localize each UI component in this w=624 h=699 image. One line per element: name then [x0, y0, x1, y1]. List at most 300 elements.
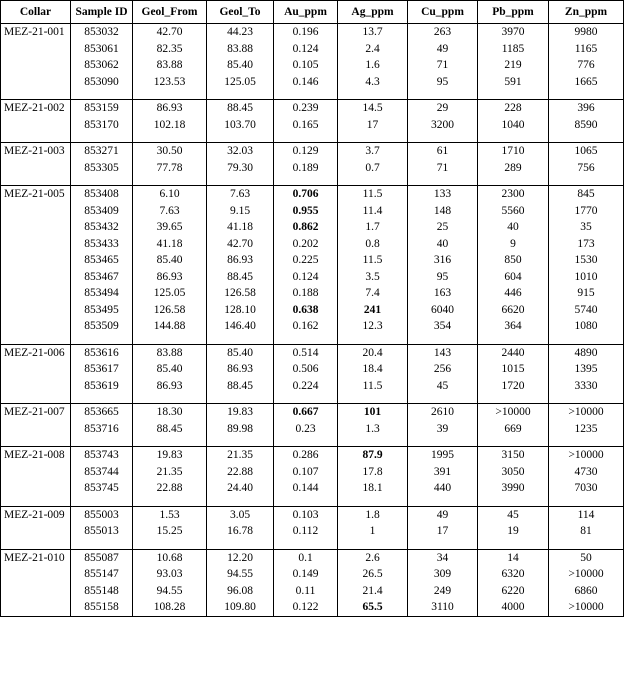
au-ppm-cell: 0.862 [274, 219, 338, 236]
spacer-cell [1, 90, 71, 100]
spacer-cell [408, 335, 478, 345]
collar-cell: MEZ-21-006 [1, 344, 71, 361]
sample-id-cell: 853271 [71, 143, 133, 160]
ag-ppm-cell: 11.5 [338, 252, 408, 269]
geol-to-cell: 21.35 [207, 447, 274, 464]
collar-cell [1, 583, 71, 600]
table-row [1, 160, 624, 177]
ag-ppm-cell: 20.4 [338, 344, 408, 361]
geol-to-cell: 44.23 [207, 24, 274, 41]
spacer-cell [71, 133, 133, 143]
sample-id-cell: 853616 [71, 344, 133, 361]
zn-ppm-cell: 6860 [549, 583, 624, 600]
spacer-cell [1, 394, 71, 404]
pb-ppm-cell: 1040 [478, 117, 549, 134]
header-sample-id: Sample ID [71, 1, 133, 24]
geol-from-cell: 94.55 [133, 583, 207, 600]
cu-ppm-cell: 29 [408, 100, 478, 117]
cu-ppm-cell: 3200 [408, 117, 478, 134]
geol-from-cell: 21.35 [133, 464, 207, 481]
collar-cell: MEZ-21-001 [1, 24, 71, 41]
geol-from-cell: 93.03 [133, 566, 207, 583]
pb-ppm-cell: 219 [478, 57, 549, 74]
geol-from-cell: 18.30 [133, 404, 207, 421]
au-ppm-cell: 0.122 [274, 599, 338, 616]
spacer-cell [274, 497, 338, 507]
pb-ppm-cell: 289 [478, 160, 549, 177]
cu-ppm-cell: 143 [408, 344, 478, 361]
spacer-cell [71, 540, 133, 550]
geol-to-cell: 12.20 [207, 549, 274, 566]
pb-ppm-cell: 591 [478, 74, 549, 91]
geol-from-cell: 41.18 [133, 236, 207, 253]
spacer-cell [274, 540, 338, 550]
pb-ppm-cell: 604 [478, 269, 549, 286]
geol-to-cell: 79.30 [207, 160, 274, 177]
collar-cell [1, 57, 71, 74]
geol-to-cell: 83.88 [207, 41, 274, 58]
cu-ppm-cell: 440 [408, 480, 478, 497]
ag-ppm-cell: 101 [338, 404, 408, 421]
pb-ppm-cell: 669 [478, 421, 549, 438]
cu-ppm-cell: 148 [408, 203, 478, 220]
au-ppm-cell: 0.638 [274, 302, 338, 319]
sample-id-cell: 853743 [71, 447, 133, 464]
spacer-cell [274, 335, 338, 345]
table-row [1, 421, 624, 438]
spacer-cell [274, 90, 338, 100]
collar-cell [1, 160, 71, 177]
collar-cell [1, 464, 71, 481]
spacer-cell [338, 335, 408, 345]
collar-cell: MEZ-21-008 [1, 447, 71, 464]
sample-id-cell: 853159 [71, 100, 133, 117]
pb-ppm-cell: 2440 [478, 344, 549, 361]
spacer-cell [274, 133, 338, 143]
cu-ppm-cell: 40 [408, 236, 478, 253]
zn-ppm-cell: 4730 [549, 464, 624, 481]
collar-cell: MEZ-21-007 [1, 404, 71, 421]
collar-cell [1, 302, 71, 319]
pb-ppm-cell: 1720 [478, 378, 549, 395]
pb-ppm-cell: 9 [478, 236, 549, 253]
geol-to-cell: 88.45 [207, 269, 274, 286]
geol-from-cell: 42.70 [133, 24, 207, 41]
au-ppm-cell: 0.1 [274, 549, 338, 566]
ag-ppm-cell: 0.7 [338, 160, 408, 177]
table-row [1, 302, 624, 319]
pb-ppm-cell: 228 [478, 100, 549, 117]
pb-ppm-cell: 850 [478, 252, 549, 269]
geol-from-cell: 123.53 [133, 74, 207, 91]
cu-ppm-cell: 49 [408, 41, 478, 58]
table-row [1, 285, 624, 302]
ag-ppm-cell: 1.6 [338, 57, 408, 74]
spacer-cell [549, 497, 624, 507]
ag-ppm-cell: 2.6 [338, 549, 408, 566]
sample-id-cell: 853716 [71, 421, 133, 438]
collar-cell: MEZ-21-010 [1, 549, 71, 566]
ag-ppm-cell: 17 [338, 117, 408, 134]
geol-to-cell: 86.93 [207, 252, 274, 269]
spacer-cell [207, 497, 274, 507]
ag-ppm-cell: 18.4 [338, 361, 408, 378]
geol-from-cell: 83.88 [133, 344, 207, 361]
table-body [1, 24, 624, 617]
spacer-cell [274, 437, 338, 447]
collar-cell [1, 117, 71, 134]
geol-to-cell: 42.70 [207, 236, 274, 253]
cu-ppm-cell: 309 [408, 566, 478, 583]
geol-from-cell: 77.78 [133, 160, 207, 177]
table-row [1, 599, 624, 616]
spacer-cell [408, 133, 478, 143]
pb-ppm-cell: 3990 [478, 480, 549, 497]
spacer-cell [408, 497, 478, 507]
geol-from-cell: 86.93 [133, 378, 207, 395]
ag-ppm-cell: 11.4 [338, 203, 408, 220]
au-ppm-cell: 0.224 [274, 378, 338, 395]
cu-ppm-cell: 133 [408, 186, 478, 203]
pb-ppm-cell: 1185 [478, 41, 549, 58]
ag-ppm-cell: 17.8 [338, 464, 408, 481]
table-row [1, 117, 624, 134]
table-row [1, 143, 624, 160]
cu-ppm-cell: 49 [408, 506, 478, 523]
geol-to-cell: 41.18 [207, 219, 274, 236]
spacer-cell [133, 133, 207, 143]
ag-ppm-cell: 12.3 [338, 318, 408, 335]
spacer-cell [1, 176, 71, 186]
ag-ppm-cell: 26.5 [338, 566, 408, 583]
spacer-cell [1, 335, 71, 345]
table-row [1, 203, 624, 220]
cu-ppm-cell: 6040 [408, 302, 478, 319]
au-ppm-cell: 0.955 [274, 203, 338, 220]
pb-ppm-cell: 19 [478, 523, 549, 540]
au-ppm-cell: 0.189 [274, 160, 338, 177]
au-ppm-cell: 0.514 [274, 344, 338, 361]
au-ppm-cell: 0.165 [274, 117, 338, 134]
collar-cell [1, 566, 71, 583]
sample-id-cell: 853744 [71, 464, 133, 481]
spacer-cell [549, 176, 624, 186]
spacer-cell [408, 437, 478, 447]
pb-ppm-cell: 40 [478, 219, 549, 236]
au-ppm-cell: 0.225 [274, 252, 338, 269]
ag-ppm-cell: 11.5 [338, 378, 408, 395]
pb-ppm-cell: >10000 [478, 404, 549, 421]
geol-from-cell: 85.40 [133, 252, 207, 269]
collar-cell [1, 285, 71, 302]
au-ppm-cell: 0.112 [274, 523, 338, 540]
spacer-cell [408, 90, 478, 100]
spacer-cell [408, 540, 478, 550]
spacer-cell [338, 90, 408, 100]
au-ppm-cell: 0.667 [274, 404, 338, 421]
cu-ppm-cell: 34 [408, 549, 478, 566]
zn-ppm-cell: 396 [549, 100, 624, 117]
spacer-cell [207, 133, 274, 143]
zn-ppm-cell: 1530 [549, 252, 624, 269]
au-ppm-cell: 0.286 [274, 447, 338, 464]
table-row [1, 378, 624, 395]
pb-ppm-cell: 6620 [478, 302, 549, 319]
sample-id-cell: 853305 [71, 160, 133, 177]
collar-cell [1, 361, 71, 378]
zn-ppm-cell: 4890 [549, 344, 624, 361]
ag-ppm-cell: 65.5 [338, 599, 408, 616]
geol-from-cell: 39.65 [133, 219, 207, 236]
sample-id-cell: 853090 [71, 74, 133, 91]
spacer-cell [71, 335, 133, 345]
spacer-cell [207, 394, 274, 404]
geol-to-cell: 9.15 [207, 203, 274, 220]
cu-ppm-cell: 249 [408, 583, 478, 600]
geol-from-cell: 15.25 [133, 523, 207, 540]
zn-ppm-cell: >10000 [549, 404, 624, 421]
zn-ppm-cell: 5740 [549, 302, 624, 319]
spacer-cell [207, 176, 274, 186]
sample-id-cell: 855148 [71, 583, 133, 600]
group-spacer-row [1, 540, 624, 550]
ag-ppm-cell: 0.8 [338, 236, 408, 253]
zn-ppm-cell: 756 [549, 160, 624, 177]
zn-ppm-cell: 50 [549, 549, 624, 566]
spacer-cell [549, 90, 624, 100]
pb-ppm-cell: 4000 [478, 599, 549, 616]
table-row [1, 566, 624, 583]
spacer-cell [478, 497, 549, 507]
geol-from-cell: 126.58 [133, 302, 207, 319]
pb-ppm-cell: 1710 [478, 143, 549, 160]
spacer-cell [274, 176, 338, 186]
spacer-cell [207, 335, 274, 345]
spacer-cell [207, 90, 274, 100]
geol-to-cell: 88.45 [207, 378, 274, 395]
collar-cell [1, 523, 71, 540]
geol-from-cell: 144.88 [133, 318, 207, 335]
group-spacer-row [1, 437, 624, 447]
header-zn-ppm: Zn_ppm [549, 1, 624, 24]
table-row [1, 100, 624, 117]
geol-to-cell: 19.83 [207, 404, 274, 421]
zn-ppm-cell: 173 [549, 236, 624, 253]
au-ppm-cell: 0.188 [274, 285, 338, 302]
ag-ppm-cell: 1.7 [338, 219, 408, 236]
geol-from-cell: 6.10 [133, 186, 207, 203]
pb-ppm-cell: 446 [478, 285, 549, 302]
table-row [1, 583, 624, 600]
ag-ppm-cell: 87.9 [338, 447, 408, 464]
collar-cell [1, 378, 71, 395]
cu-ppm-cell: 163 [408, 285, 478, 302]
zn-ppm-cell: 1665 [549, 74, 624, 91]
geol-from-cell: 83.88 [133, 57, 207, 74]
geol-to-cell: 7.63 [207, 186, 274, 203]
ag-ppm-cell: 3.5 [338, 269, 408, 286]
ag-ppm-cell: 1 [338, 523, 408, 540]
geol-from-cell: 86.93 [133, 100, 207, 117]
au-ppm-cell: 0.146 [274, 74, 338, 91]
geol-from-cell: 19.83 [133, 447, 207, 464]
pb-ppm-cell: 1015 [478, 361, 549, 378]
pb-ppm-cell: 2300 [478, 186, 549, 203]
table-row [1, 318, 624, 335]
sample-id-cell: 853617 [71, 361, 133, 378]
collar-cell [1, 599, 71, 616]
geol-to-cell: 85.40 [207, 344, 274, 361]
spacer-cell [71, 497, 133, 507]
header-ag-ppm: Ag_ppm [338, 1, 408, 24]
spacer-cell [274, 394, 338, 404]
header-geol-to: Geol_To [207, 1, 274, 24]
zn-ppm-cell: 1770 [549, 203, 624, 220]
cu-ppm-cell: 17 [408, 523, 478, 540]
au-ppm-cell: 0.105 [274, 57, 338, 74]
sample-id-cell: 853170 [71, 117, 133, 134]
ag-ppm-cell: 4.3 [338, 74, 408, 91]
spacer-cell [338, 540, 408, 550]
spacer-cell [133, 437, 207, 447]
geol-from-cell: 7.63 [133, 203, 207, 220]
au-ppm-cell: 0.149 [274, 566, 338, 583]
cu-ppm-cell: 1995 [408, 447, 478, 464]
geol-from-cell: 102.18 [133, 117, 207, 134]
zn-ppm-cell: >10000 [549, 566, 624, 583]
cu-ppm-cell: 71 [408, 160, 478, 177]
cu-ppm-cell: 45 [408, 378, 478, 395]
au-ppm-cell: 0.196 [274, 24, 338, 41]
geol-from-cell: 30.50 [133, 143, 207, 160]
header-pb-ppm: Pb_ppm [478, 1, 549, 24]
sample-id-cell: 853061 [71, 41, 133, 58]
sample-id-cell: 853465 [71, 252, 133, 269]
geol-to-cell: 94.55 [207, 566, 274, 583]
au-ppm-cell: 0.11 [274, 583, 338, 600]
group-spacer-row [1, 176, 624, 186]
spacer-cell [207, 437, 274, 447]
ag-ppm-cell: 13.7 [338, 24, 408, 41]
zn-ppm-cell: 35 [549, 219, 624, 236]
ag-ppm-cell: 11.5 [338, 186, 408, 203]
collar-cell [1, 269, 71, 286]
spacer-cell [133, 540, 207, 550]
geol-to-cell: 3.05 [207, 506, 274, 523]
table-row [1, 186, 624, 203]
sample-id-cell: 855013 [71, 523, 133, 540]
zn-ppm-cell: >10000 [549, 447, 624, 464]
spacer-cell [133, 176, 207, 186]
geol-from-cell: 88.45 [133, 421, 207, 438]
table-row [1, 404, 624, 421]
table-row [1, 523, 624, 540]
cu-ppm-cell: 61 [408, 143, 478, 160]
ag-ppm-cell: 14.5 [338, 100, 408, 117]
spacer-cell [71, 394, 133, 404]
header-row [1, 1, 624, 24]
geol-to-cell: 126.58 [207, 285, 274, 302]
group-spacer-row [1, 90, 624, 100]
au-ppm-cell: 0.129 [274, 143, 338, 160]
geol-from-cell: 82.35 [133, 41, 207, 58]
sample-id-cell: 853745 [71, 480, 133, 497]
spacer-cell [1, 133, 71, 143]
sample-id-cell: 853433 [71, 236, 133, 253]
cu-ppm-cell: 354 [408, 318, 478, 335]
collar-cell [1, 236, 71, 253]
collar-cell [1, 480, 71, 497]
pb-ppm-cell: 3970 [478, 24, 549, 41]
au-ppm-cell: 0.202 [274, 236, 338, 253]
spacer-cell [478, 437, 549, 447]
geol-to-cell: 22.88 [207, 464, 274, 481]
ag-ppm-cell: 2.4 [338, 41, 408, 58]
table-row [1, 24, 624, 41]
cu-ppm-cell: 71 [408, 57, 478, 74]
sample-id-cell: 855158 [71, 599, 133, 616]
au-ppm-cell: 0.124 [274, 269, 338, 286]
geol-to-cell: 128.10 [207, 302, 274, 319]
cu-ppm-cell: 95 [408, 74, 478, 91]
cu-ppm-cell: 391 [408, 464, 478, 481]
spacer-cell [338, 394, 408, 404]
spacer-cell [549, 335, 624, 345]
zn-ppm-cell: 1080 [549, 318, 624, 335]
ag-ppm-cell: 1.8 [338, 506, 408, 523]
ag-ppm-cell: 7.4 [338, 285, 408, 302]
zn-ppm-cell: 8590 [549, 117, 624, 134]
geol-to-cell: 16.78 [207, 523, 274, 540]
spacer-cell [549, 394, 624, 404]
collar-cell [1, 41, 71, 58]
spacer-cell [133, 90, 207, 100]
au-ppm-cell: 0.706 [274, 186, 338, 203]
zn-ppm-cell: 915 [549, 285, 624, 302]
zn-ppm-cell: 114 [549, 506, 624, 523]
zn-ppm-cell: 776 [549, 57, 624, 74]
sample-id-cell: 853619 [71, 378, 133, 395]
sample-id-cell: 853509 [71, 318, 133, 335]
collar-cell: MEZ-21-002 [1, 100, 71, 117]
geol-to-cell: 88.45 [207, 100, 274, 117]
spacer-cell [478, 540, 549, 550]
au-ppm-cell: 0.124 [274, 41, 338, 58]
pb-ppm-cell: 5560 [478, 203, 549, 220]
spacer-cell [1, 540, 71, 550]
spacer-cell [408, 176, 478, 186]
spacer-cell [549, 133, 624, 143]
geol-to-cell: 86.93 [207, 361, 274, 378]
zn-ppm-cell: 1165 [549, 41, 624, 58]
spacer-cell [71, 90, 133, 100]
spacer-cell [478, 133, 549, 143]
spacer-cell [478, 394, 549, 404]
collar-cell [1, 252, 71, 269]
spacer-cell [133, 335, 207, 345]
header-au-ppm: Au_ppm [274, 1, 338, 24]
spacer-cell [478, 335, 549, 345]
geol-to-cell: 109.80 [207, 599, 274, 616]
table-row [1, 506, 624, 523]
header-collar: Collar [1, 1, 71, 24]
geol-from-cell: 85.40 [133, 361, 207, 378]
spacer-cell [338, 133, 408, 143]
collar-cell [1, 318, 71, 335]
ag-ppm-cell: 1.3 [338, 421, 408, 438]
sample-id-cell: 853665 [71, 404, 133, 421]
sample-id-cell: 853467 [71, 269, 133, 286]
